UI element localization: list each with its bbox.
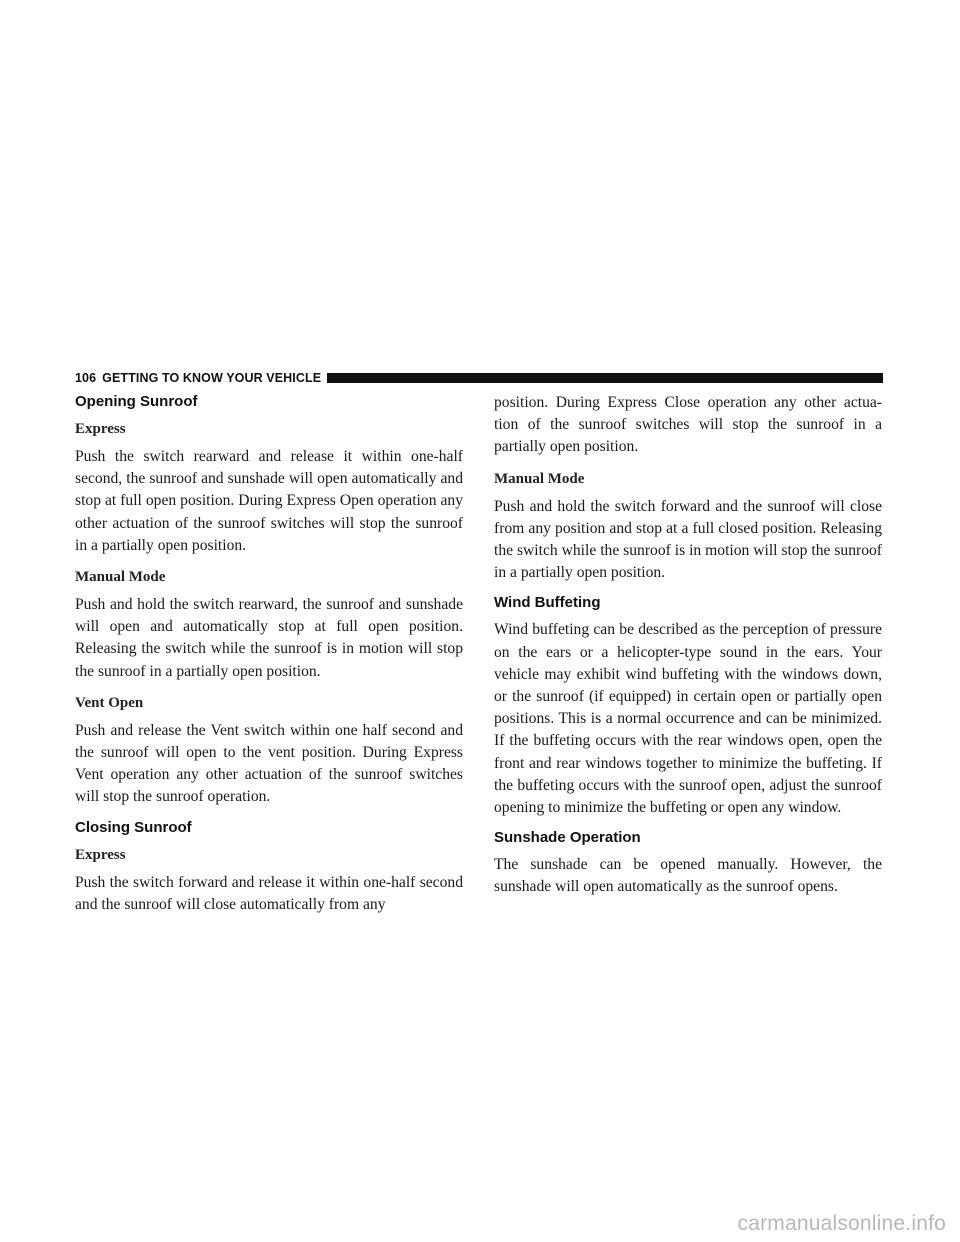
subsection-title-express: Express [75,421,126,437]
paragraph-sunshade-operation: The sunshade can be opened manually. However, the sunshade will open automatically as the sunroof opens. [494,856,882,896]
subsection-title-manual-mode: Manual Mode [75,569,166,586]
left-column [75,392,463,925]
paragraph-closing-express: Push the switch forward and release it within one-half second and the sunroof will close automatically from any [75,873,463,913]
chapter-title: GETTING TO KNOW YOUR VEHICLE [102,371,322,385]
subsection-title-vent-open: Vent Open [75,694,144,711]
section-title-opening-sunroof: Opening Sunroof [75,393,198,410]
subsection-title-closing-manual: Manual Mode [494,470,585,487]
paragraph-vent-open: Push and release the Vent switch within one half second and the sunroof will open to the vent position. During Express Vent operation any other actuation of the sunroof switches will stop the sunroof operation. [75,721,463,806]
subsection-title-closing-express: Express [75,846,126,863]
paragraph-opening-manual: Push and hold the switch rearward, the sunroof and sunshade will open and automatically stop at full open position. Releasing the switch while the sunroof is in motion will stop the sunroof in a partially open position. [75,596,463,680]
section-title-sunshade-operation: Sunshade Operation [494,829,641,847]
right-column [494,392,882,908]
watermark-text: carmanualsonline.info [737,1212,946,1235]
page-number: 106 [75,371,97,385]
paragraph-opening-express: Push the switch rearward and release it within one-half second, the sunroof and sunshade will open automatically and stop at full open position. During Express Open operation any other actuation of the sunroof switches will stop the sunroof in a partially open position. [75,448,463,554]
paragraph-closing-express-continued: position. During Express Close operation any other actua- tion of the sunroof switches will stop the sunroof in a partially open position. [494,394,882,456]
header-rule [327,373,883,383]
section-title-closing-sunroof: Closing Sunroof [75,818,192,836]
paragraph-closing-manual: Push and hold the switch forward and the sunroof will close from any position and stop at a full closed position. Releasing the switch while the sunroof is in motion will stop the sunroof in a partially open position. [494,497,882,582]
paragraph-wind-buffeting: Wind buffeting can be described as the perception of pressure on the ears or a helicopter-type sound in the ears. Your vehicle may exhibit wind buffeting with the windows down, or the sunroof (if equipped) in certain open or partially open positions. This is a normal occurrence and can be minimized. If the buffeting occurs with the rear windows open, open the front and rear windows together to minimize the buffeting. If the buffeting occurs with the sunroof open, adjust the sunroof opening to minimize the buffeting or open any window. [494,621,882,817]
page-header [75,371,883,385]
section-title-wind-buffeting: Wind Buffeting [494,594,601,612]
